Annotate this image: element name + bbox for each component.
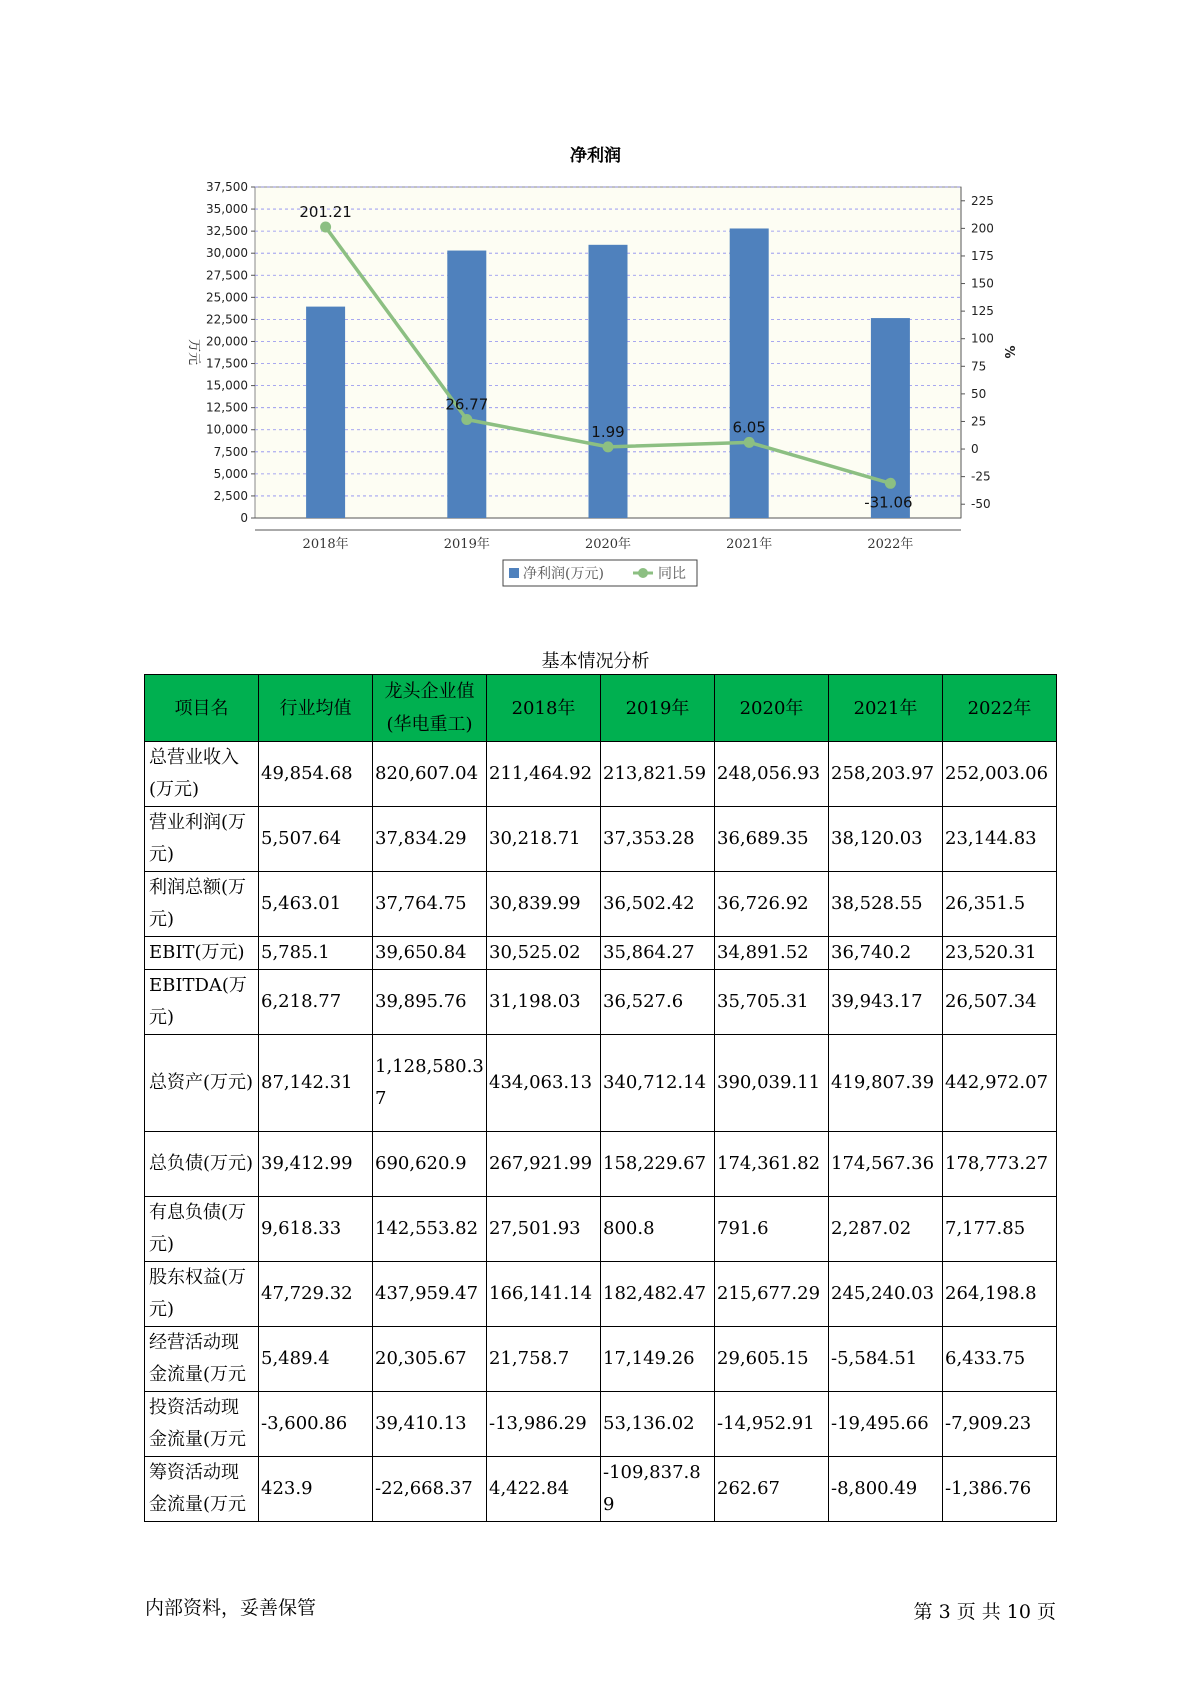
y-right-axis-title: % xyxy=(1001,345,1016,359)
bar-net-profit xyxy=(589,245,628,518)
table-cell: 264,198.8 xyxy=(943,1262,1057,1327)
y-left-tick-label: 32,500 xyxy=(206,224,248,239)
point-yoy xyxy=(885,478,896,489)
table-cell: 36,726.92 xyxy=(715,872,829,937)
data-label-yoy: -31.06 xyxy=(864,493,913,512)
row-label: 总资产(万元) xyxy=(145,1035,259,1132)
table-row xyxy=(145,1262,1057,1327)
table-cell: 267,921.99 xyxy=(487,1132,601,1197)
table-cell: 178,773.27 xyxy=(943,1132,1057,1197)
y-right-tick-label: -25 xyxy=(971,469,991,484)
table-cell: 245,240.03 xyxy=(829,1262,943,1327)
table-cell: 26,507.34 xyxy=(943,970,1057,1035)
table-cell: 800.8 xyxy=(601,1197,715,1262)
y-left-tick-label: 7,500 xyxy=(213,444,248,459)
table-cell: 34,891.52 xyxy=(715,937,829,970)
table-cell: 36,527.6 xyxy=(601,970,715,1035)
table-row xyxy=(145,970,1057,1035)
column-header: 项目名 xyxy=(145,675,259,742)
table-cell: -5,584.51 xyxy=(829,1327,943,1392)
table-cell: 258,203.97 xyxy=(829,742,943,807)
y-left-tick-label: 15,000 xyxy=(206,378,248,393)
y-right-tick-label: 175 xyxy=(971,248,994,263)
table-cell: 5,489.4 xyxy=(259,1327,373,1392)
row-label: 总营业收入(万元) xyxy=(145,742,259,807)
table-cell: 434,063.13 xyxy=(487,1035,601,1132)
y-right-tick-label: 225 xyxy=(971,193,994,208)
table-cell: 38,120.03 xyxy=(829,807,943,872)
table-cell: 35,705.31 xyxy=(715,970,829,1035)
table-cell: 9,618.33 xyxy=(259,1197,373,1262)
y-right-tick-label: 50 xyxy=(971,386,987,401)
table-row xyxy=(145,872,1057,937)
bar-net-profit xyxy=(730,228,769,518)
row-label: 总负债(万元) xyxy=(145,1132,259,1197)
y-left-tick-label: 35,000 xyxy=(206,202,248,217)
y-left-tick-label: 10,000 xyxy=(206,422,248,437)
table-cell: 36,689.35 xyxy=(715,807,829,872)
y-right-tick-label: 0 xyxy=(971,442,979,457)
table-cell: 340,712.14 xyxy=(601,1035,715,1132)
bar-net-profit xyxy=(306,307,345,518)
table-cell: 39,895.76 xyxy=(373,970,487,1035)
y-left-tick-label: 25,000 xyxy=(206,290,248,305)
y-left-tick-label: 12,500 xyxy=(206,400,248,415)
y-right-tick-label: 75 xyxy=(971,359,987,374)
table-cell: 37,764.75 xyxy=(373,872,487,937)
y-left-tick-label: 37,500 xyxy=(206,180,248,194)
row-label: 经营活动现金流量(万元 xyxy=(145,1327,259,1392)
table-cell: 27,501.93 xyxy=(487,1197,601,1262)
row-label: 营业利润(万元) xyxy=(145,807,259,872)
table-cell: 30,525.02 xyxy=(487,937,601,970)
y-left-axis-title: 万元 xyxy=(186,338,201,366)
table-cell: 419,807.39 xyxy=(829,1035,943,1132)
table-cell: 38,528.55 xyxy=(829,872,943,937)
y-right-tick-label: 100 xyxy=(971,331,994,346)
table-cell: 37,353.28 xyxy=(601,807,715,872)
table-cell: 390,039.11 xyxy=(715,1035,829,1132)
table-cell: -1,386.76 xyxy=(943,1457,1057,1522)
column-header: 2019年 xyxy=(601,675,715,742)
column-header: 2021年 xyxy=(829,675,943,742)
x-tick-label: 2018年 xyxy=(302,537,349,552)
table-cell: 166,141.14 xyxy=(487,1262,601,1327)
column-header: 行业均值 xyxy=(259,675,373,742)
x-tick-label: 2022年 xyxy=(867,537,914,552)
table-cell: 36,740.2 xyxy=(829,937,943,970)
table-cell: 6,433.75 xyxy=(943,1327,1057,1392)
column-header: 2020年 xyxy=(715,675,829,742)
column-header: 2018年 xyxy=(487,675,601,742)
table-row xyxy=(145,742,1057,807)
table-cell: 47,729.32 xyxy=(259,1262,373,1327)
table-cell: 262.67 xyxy=(715,1457,829,1522)
y-right-tick-label: -50 xyxy=(971,497,991,512)
y-left-tick-label: 0 xyxy=(240,511,248,525)
table-cell: 215,677.29 xyxy=(715,1262,829,1327)
table-cell: 35,864.27 xyxy=(601,937,715,970)
table-cell: 30,218.71 xyxy=(487,807,601,872)
table-cell: 423.9 xyxy=(259,1457,373,1522)
table-row xyxy=(145,937,1057,970)
table-cell: -7,909.23 xyxy=(943,1392,1057,1457)
x-tick-label: 2020年 xyxy=(584,537,632,552)
y-left-tick-label: 5,000 xyxy=(213,466,248,481)
table-cell: -109,837.89 xyxy=(601,1457,715,1522)
point-yoy xyxy=(320,222,331,233)
footer-confidential: 内部资料，妥善保管 xyxy=(145,1597,317,1619)
table-row xyxy=(145,1327,1057,1392)
table-cell: 23,144.83 xyxy=(943,807,1057,872)
column-header: 2022年 xyxy=(943,675,1057,742)
row-label: EBIT(万元) xyxy=(145,937,259,970)
table-cell: -13,986.29 xyxy=(487,1392,601,1457)
net-profit-chart xyxy=(0,0,1191,600)
table-cell: 174,567.36 xyxy=(829,1132,943,1197)
table-cell: 37,834.29 xyxy=(373,807,487,872)
column-header: 龙头企业值(华电重工) xyxy=(373,675,487,742)
table-cell: 248,056.93 xyxy=(715,742,829,807)
table-cell: 20,305.67 xyxy=(373,1327,487,1392)
y-left-tick-label: 27,500 xyxy=(206,268,248,283)
table-cell: 4,422.84 xyxy=(487,1457,601,1522)
legend-line-marker xyxy=(638,568,648,578)
table-cell: 39,410.13 xyxy=(373,1392,487,1457)
y-right-tick-label: 25 xyxy=(971,414,987,429)
table-cell: 26,351.5 xyxy=(943,872,1057,937)
table-cell: 7,177.85 xyxy=(943,1197,1057,1262)
point-yoy xyxy=(461,414,472,425)
x-tick-label: 2021年 xyxy=(726,537,773,552)
table-cell: 39,412.99 xyxy=(259,1132,373,1197)
table-row xyxy=(145,1035,1057,1132)
point-yoy xyxy=(603,441,614,452)
table-title: 基本情况分析 xyxy=(541,651,650,672)
row-label: 有息负债(万元) xyxy=(145,1197,259,1262)
table-cell: 49,854.68 xyxy=(259,742,373,807)
data-label-yoy: 26.77 xyxy=(445,395,489,414)
table-cell: 5,463.01 xyxy=(259,872,373,937)
table-row xyxy=(145,1197,1057,1262)
data-label-yoy: 6.05 xyxy=(732,418,766,437)
point-yoy xyxy=(744,437,755,448)
table-cell: 182,482.47 xyxy=(601,1262,715,1327)
table-cell: 31,198.03 xyxy=(487,970,601,1035)
table-cell: 1,128,580.37 xyxy=(373,1035,487,1132)
y-left-tick-label: 20,000 xyxy=(206,334,248,349)
legend-line-label: 同比 xyxy=(658,566,686,582)
table-cell: 174,361.82 xyxy=(715,1132,829,1197)
y-left-tick-label: 17,500 xyxy=(206,356,248,371)
table-cell: 53,136.02 xyxy=(601,1392,715,1457)
y-right-tick-label: 125 xyxy=(971,304,994,319)
table-cell: -8,800.49 xyxy=(829,1457,943,1522)
table-row xyxy=(145,807,1057,872)
table-row xyxy=(145,1457,1057,1522)
legend-bar-label: 净利润(万元) xyxy=(523,566,604,582)
table-cell: -22,668.37 xyxy=(373,1457,487,1522)
table-cell: 213,821.59 xyxy=(601,742,715,807)
x-tick-label: 2019年 xyxy=(443,537,490,552)
table-cell: 211,464.92 xyxy=(487,742,601,807)
table-cell: 36,502.42 xyxy=(601,872,715,937)
y-right-tick-label: 200 xyxy=(971,221,994,236)
legend-bar-swatch xyxy=(509,568,519,578)
bar-net-profit xyxy=(445,251,489,518)
table-row xyxy=(145,1392,1057,1457)
row-label: 利润总额(万元) xyxy=(145,872,259,937)
table-cell: 39,650.84 xyxy=(373,937,487,970)
basic-analysis-table xyxy=(144,674,1057,1522)
footer-page-number: 第 3 页 共 10 页 xyxy=(913,1601,1056,1623)
table-cell: 6,218.77 xyxy=(259,970,373,1035)
table-cell: 30,839.99 xyxy=(487,872,601,937)
table-cell: 252,003.06 xyxy=(943,742,1057,807)
row-label: 投资活动现金流量(万元 xyxy=(145,1392,259,1457)
row-label: EBITDA(万元) xyxy=(145,970,259,1035)
table-cell: 39,943.17 xyxy=(829,970,943,1035)
table-cell: -3,600.86 xyxy=(259,1392,373,1457)
table-cell: 690,620.9 xyxy=(373,1132,487,1197)
table-header-row xyxy=(145,675,1057,742)
table-cell: 23,520.31 xyxy=(943,937,1057,970)
table-cell: 5,785.1 xyxy=(259,937,373,970)
table-cell: -19,495.66 xyxy=(829,1392,943,1457)
table-cell: -14,952.91 xyxy=(715,1392,829,1457)
table-cell: 17,149.26 xyxy=(601,1327,715,1392)
table-cell: 87,142.31 xyxy=(259,1035,373,1132)
table-cell: 142,553.82 xyxy=(373,1197,487,1262)
table-cell: 442,972.07 xyxy=(943,1035,1057,1132)
data-label-yoy: 1.99 xyxy=(591,422,625,441)
table-cell: 791.6 xyxy=(715,1197,829,1262)
y-right-tick-label: 150 xyxy=(971,276,994,291)
table-cell: 5,507.64 xyxy=(259,807,373,872)
y-left-tick-label: 22,500 xyxy=(206,312,248,327)
table-cell: 158,229.67 xyxy=(601,1132,715,1197)
table-cell: 29,605.15 xyxy=(715,1327,829,1392)
table-cell: 820,607.04 xyxy=(373,742,487,807)
chart-title: 净利润 xyxy=(570,146,621,166)
row-label: 股东权益(万元) xyxy=(145,1262,259,1327)
data-label-yoy: 201.21 xyxy=(299,203,352,222)
y-left-tick-label: 2,500 xyxy=(213,488,248,503)
y-left-tick-label: 30,000 xyxy=(206,246,248,261)
table-cell: 437,959.47 xyxy=(373,1262,487,1327)
table-cell: 21,758.7 xyxy=(487,1327,601,1392)
table-row xyxy=(145,1132,1057,1197)
row-label: 筹资活动现金流量(万元 xyxy=(145,1457,259,1522)
table-cell: 2,287.02 xyxy=(829,1197,943,1262)
